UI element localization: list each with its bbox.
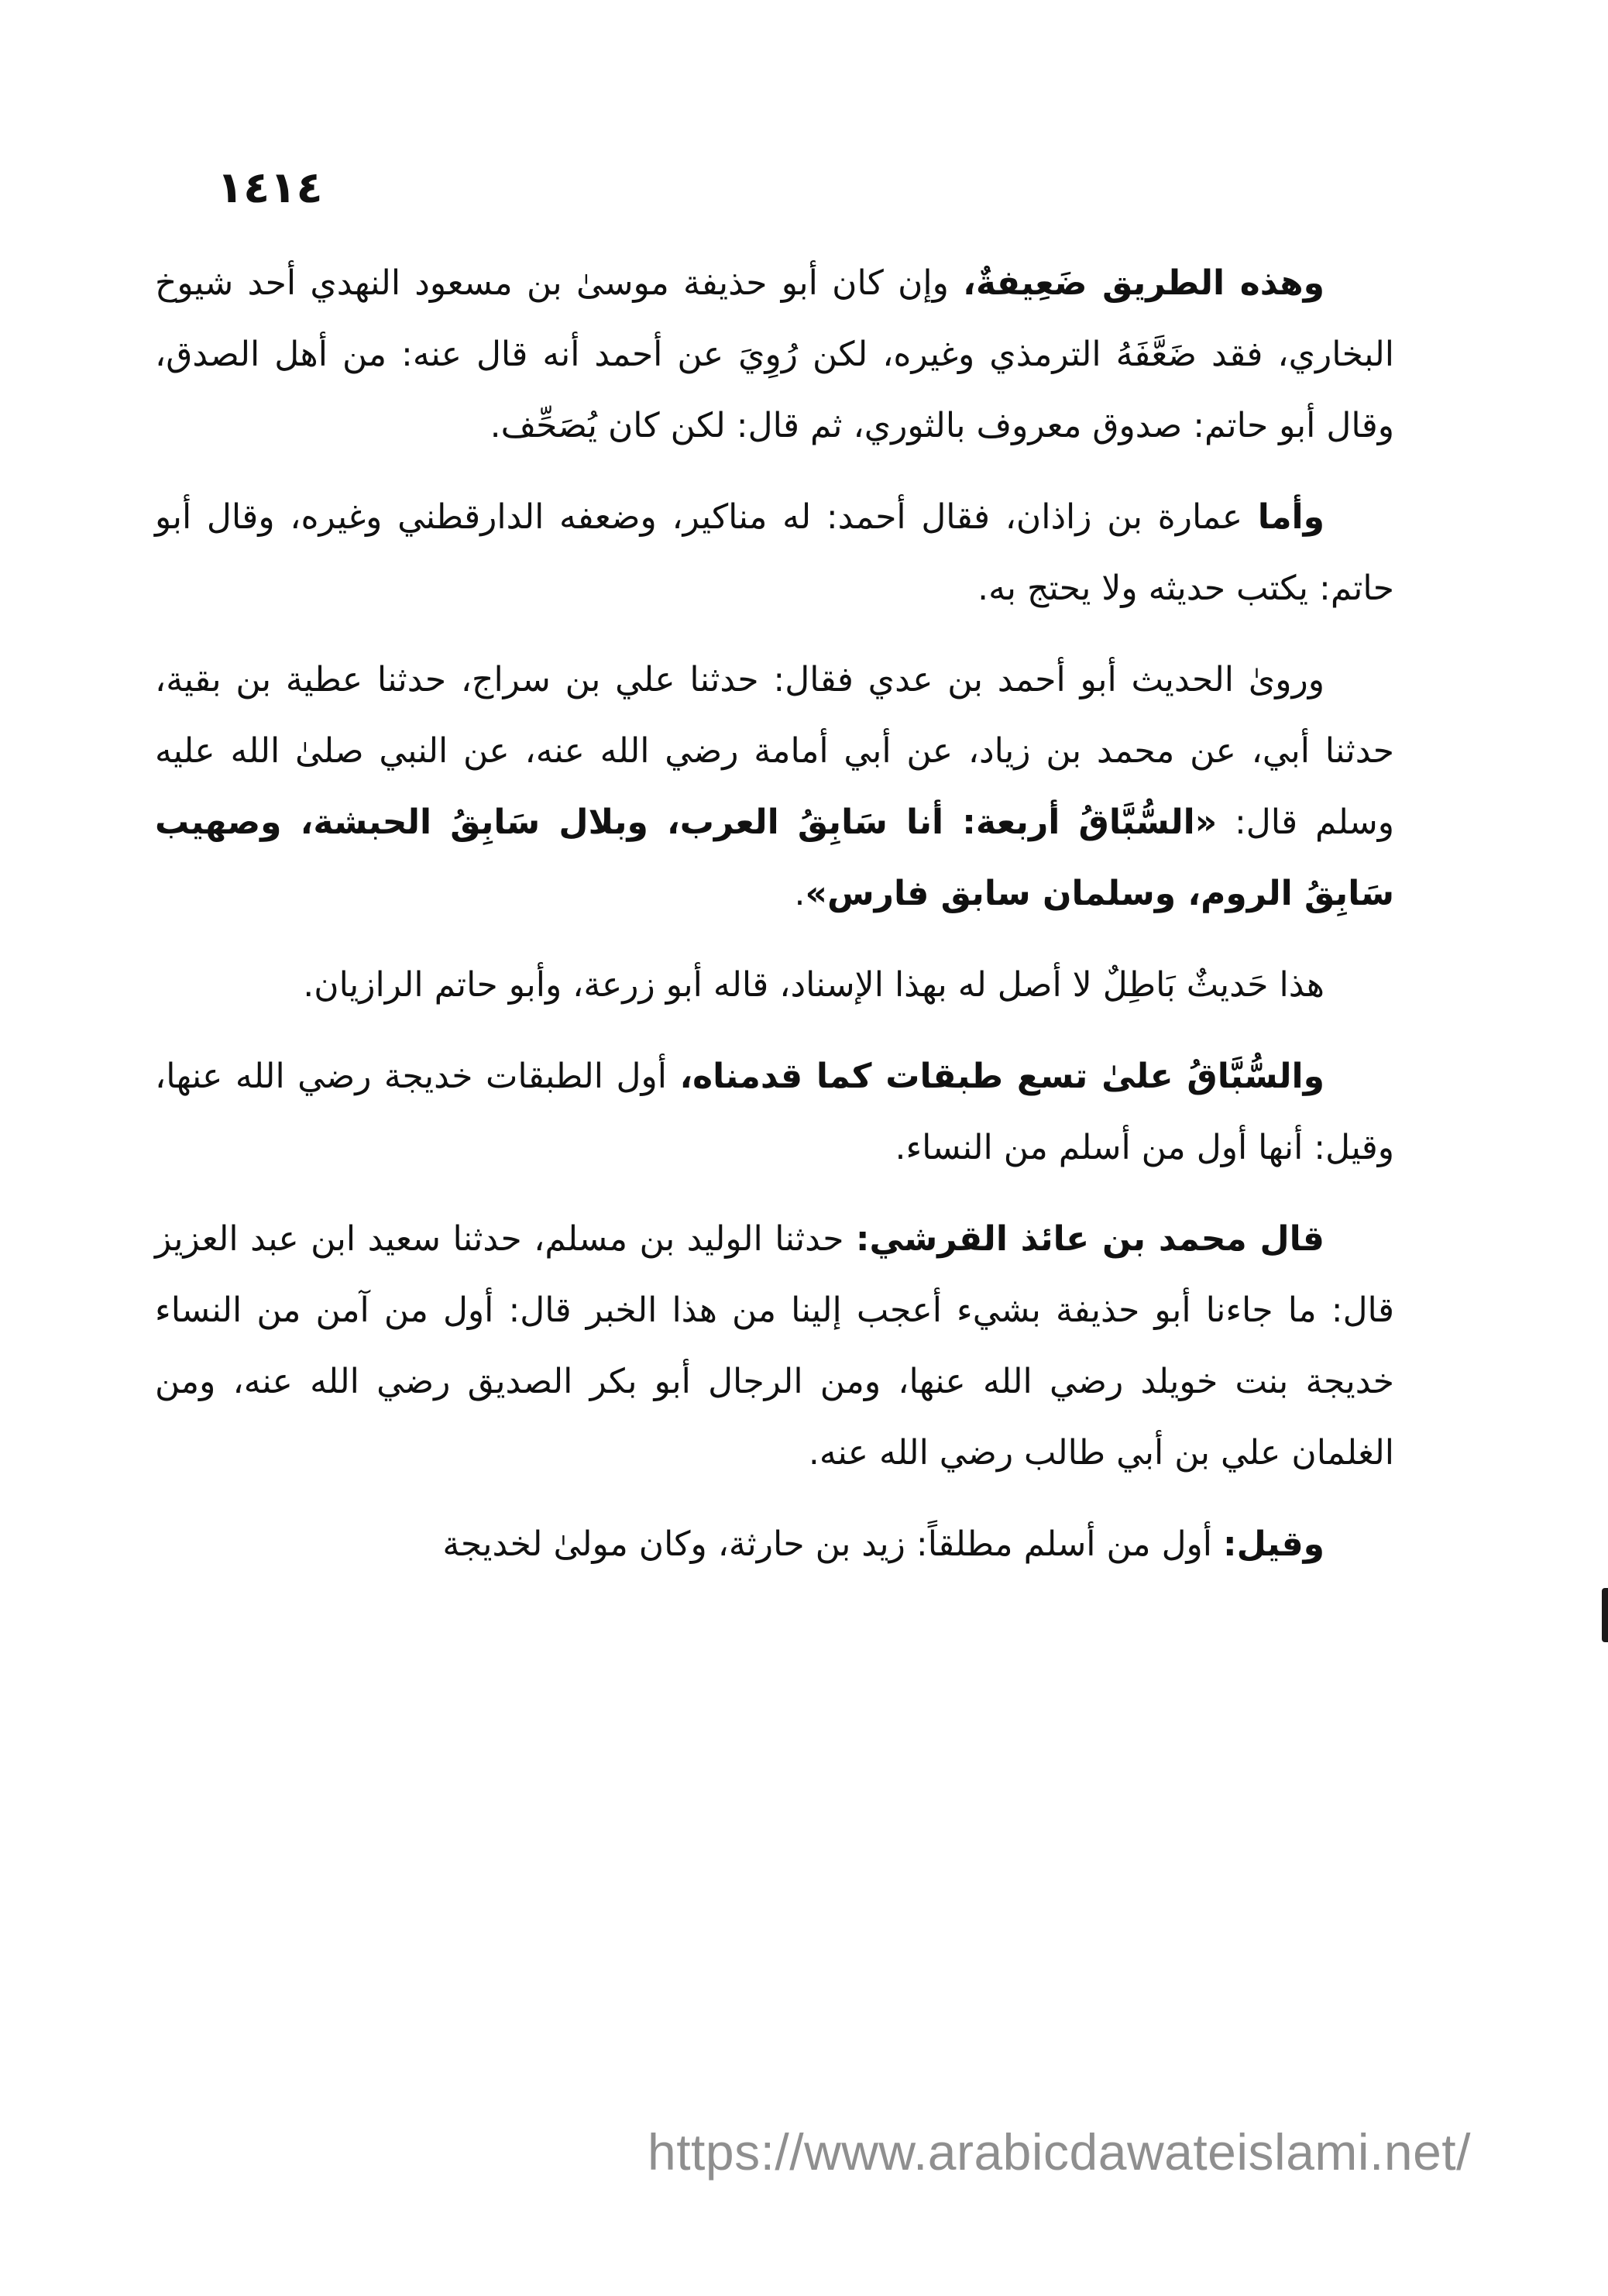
paragraph-1 <box>155 248 1394 462</box>
paragraph-5 <box>155 1041 1394 1184</box>
url-watermark: https://www.arabicdawateislami.net/ <box>648 2123 1471 2181</box>
paragraph-lead: والسُّبَّاقُ علىٰ تسع طبقات كما قدمناه، <box>679 1057 1325 1096</box>
paragraph-text: ورویٰ الحديث أبو أحمد بن عدي فقال: حدثنا علي بن سراج، حدثنا عطية بن بقية، حدثنا أبي، عن محمد بن زياد، عن أبي أمامة رضي الله عنه، عن النبي صلىٰ الله عليه وسلم قال: <box>155 660 1394 842</box>
paragraph-lead: وقيل: <box>1223 1524 1325 1564</box>
text-body <box>155 248 1394 1600</box>
paragraph-tail: . <box>794 874 806 913</box>
paragraph-4 <box>155 950 1394 1021</box>
paragraph-2 <box>155 482 1394 624</box>
paragraph-text: حدثنا الوليد بن مسلم، حدثنا سعيد ابن عبد العزيز قال: ما جاءنا أبو حذيفة بشيء أعجب إلينا من هذا الخبر قال: أول من آمن من النساء خديجة بنت خويلد رضي الله عنها، ومن الرجال أبو بكر الصديق رضي الله عنه، ومن الغلمان علي بن أبي طالب رضي الله عنه. <box>155 1219 1394 1473</box>
page-edge-mark <box>1602 1588 1608 1642</box>
paragraph-lead: وأما <box>1257 497 1325 537</box>
paragraph-6 <box>155 1204 1394 1489</box>
paragraph-7 <box>155 1509 1394 1580</box>
paragraph-text: عمارة بن زاذان، فقال أحمد: له مناكير، وضعفه الدارقطني وغيره، وقال أبو حاتم: يكتب حديثه ولا يحتج به. <box>155 497 1394 608</box>
paragraph-text: وإن كان أبو حذيفة موسىٰ بن مسعود النهدي أحد شيوخ البخاري، فقد ضَعَّفَهُ الترمذي وغيره، لكن رُوِيَ عن أحمد أنه قال عنه: من أهل الصدق، وقال أبو حاتم: صدوق معروف بالثوري، ثم قال: لكن كان يُصَحِّف. <box>155 263 1394 445</box>
hadith-quote: «السُّبَّاقُ أربعة: أنا سَابِقُ العرب، وبلال سَابِقُ الحبشة، وصهيب سَابِقُ الروم، وسلمان سابق فارس» <box>155 803 1394 913</box>
paragraph-text: هذا حَديثٌ بَاطِلٌ لا أصل له بهذا الإسناد، قاله أبو زرعة، وأبو حاتم الرازيان. <box>303 965 1325 1005</box>
paragraph-lead: قال محمد بن عائذ القرشي: <box>855 1219 1325 1259</box>
paragraph-text: أول الطبقات خديجة رضي الله عنها، وقيل: أنها أول من أسلم من النساء. <box>155 1057 1394 1167</box>
paragraph-text: أول من أسلم مطلقاً: زيد بن حارثة، وكان مولىٰ لخديجة <box>442 1524 1223 1564</box>
paragraph-3 <box>155 644 1394 930</box>
paragraph-lead: وهذه الطريق ضَعِيفةٌ، <box>963 263 1325 303</box>
page-number: ١٤١٤ <box>217 163 323 213</box>
